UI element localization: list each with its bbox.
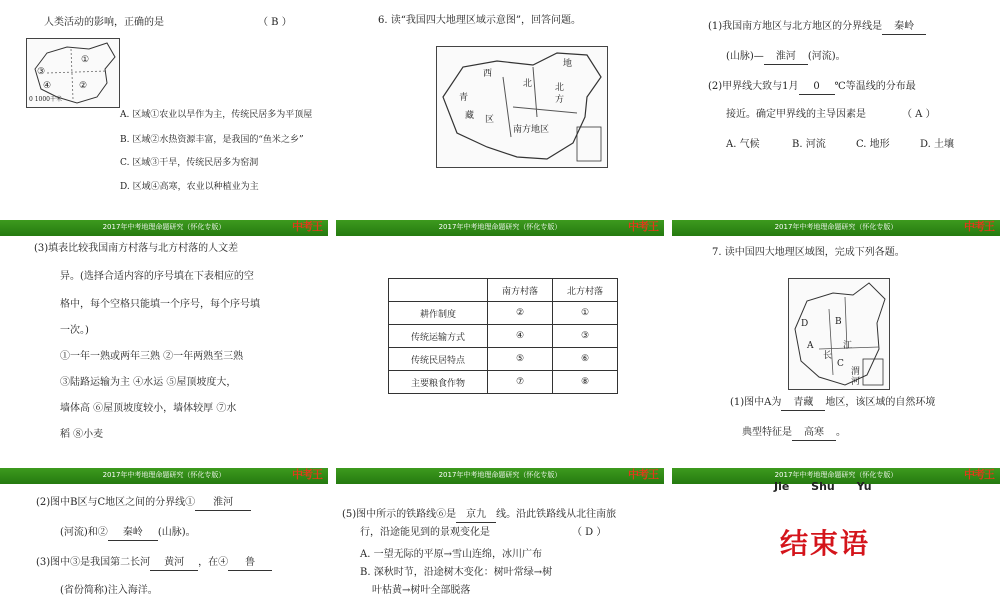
map-label-jiang: 江 [843, 341, 853, 351]
header-title: 2017年中考地理命题研究（怀化专版） [102, 223, 226, 231]
slide-1 [0, 0, 328, 215]
map-label-north-3: 地 [563, 59, 573, 69]
map-label-bei: 北 [523, 79, 533, 89]
option-b: B. 区域②水热资源丰富，是我国的“鱼米之乡” [120, 135, 304, 145]
q2-line1: (2)图中B区与C地区之间的分界线① 淮河 [36, 496, 251, 511]
q5-line2: 行，沿途能见到的景观变化是 （ D ） [360, 527, 607, 538]
text-line: ③陆路运输为主 ④水运 ⑤屋顶坡度大， [60, 377, 237, 388]
map-label-xi: 西 [483, 69, 493, 79]
map-label-b: B [835, 317, 842, 327]
table-cell: ③ [553, 325, 618, 348]
table-header-cell: 南方村落 [488, 279, 553, 302]
header-title: 2017年中考地理命题研究（怀化专版） [438, 471, 562, 479]
china-map [26, 38, 120, 108]
slide-5 [336, 220, 664, 460]
option-d: D. 区域④高寒，农业以种植业为主 [120, 182, 259, 192]
q2-line2: 接近。确定甲界线的主导因素是 （ A ） [726, 109, 936, 120]
map-num-1: ③ [37, 67, 46, 77]
region-map-outline-icon [437, 47, 607, 167]
text-line: ①一年一熟或两年三熟 ②一年两熟至三熟 [60, 351, 244, 362]
slide-2 [336, 0, 664, 215]
logo: 中考王 [964, 220, 994, 233]
q3-line1: (3)图中③是我国第二长河 黄河 ，在④ 鲁 [36, 556, 272, 571]
option-a: A. 区域①农业以旱作为主，传统民居多为平顶屋 [120, 110, 313, 120]
comparison-table [388, 278, 618, 394]
header-title: 2017年中考地理命题研究（怀化专版） [774, 223, 898, 231]
logo: 中考王 [964, 468, 994, 481]
slide-header [336, 468, 664, 484]
table-cell: 传统运输方式 [389, 325, 488, 348]
option-b: B. 深秋时节，沿途树木变化：树叶常绿→树 [360, 567, 553, 578]
map-label-qing: 青 [459, 93, 469, 103]
answer-blank: 淮河 [764, 50, 808, 65]
map-label-c: C [837, 359, 844, 369]
header-title: 2017年中考地理命题研究（怀化专版） [774, 471, 898, 479]
q1-line1: (1)我国南方地区与北方地区的分界线是 秦岭 [708, 20, 926, 35]
answer-blank: 秦岭 [108, 526, 158, 541]
table-row [389, 348, 618, 371]
answer-blank: 黄河 [150, 556, 198, 571]
table-cell: ② [488, 302, 553, 325]
table-header-cell: 北方村落 [553, 279, 618, 302]
option-b: B. 河流 [792, 139, 826, 150]
logo: 中考王 [292, 468, 322, 481]
map-label-qu: 区 [485, 115, 495, 125]
text-line: 稻 ⑧小麦 [60, 429, 104, 440]
q1-line2: 典型特征是 高寒 。 [742, 426, 846, 441]
map-label-north-1: 北 [555, 83, 565, 93]
answer-blank: 青藏 [781, 396, 825, 411]
table-row [389, 371, 618, 394]
table-header-cell [389, 279, 488, 302]
map-scale: 0 1000千米 [29, 96, 62, 103]
pinyin-title: Jie Shu Yu [774, 480, 872, 493]
slide-header [0, 468, 328, 484]
table-cell: 主要粮食作物 [389, 371, 488, 394]
text-line: 格中，每个空格只能填一个序号，每个序号填 [60, 299, 260, 310]
q1-line2: (山脉)— 淮河 (河流)。 [726, 50, 846, 65]
header-title: 2017年中考地理命题研究（怀化专版） [102, 471, 226, 479]
option-b-cont: 叶枯黄→树叶全部脱落 [372, 585, 471, 596]
option-a: A. 一望无际的平原→雪山连绵，冰川广布 [360, 549, 542, 560]
option-c: C. 区域③干旱，传统民居多为窑洞 [120, 158, 259, 168]
table-cell: ⑤ [488, 348, 553, 371]
table-cell: ⑦ [488, 371, 553, 394]
option-c: C. 地形 [856, 139, 890, 150]
answer-blank: 秦岭 [882, 20, 926, 35]
end-title: 结束语 [780, 527, 871, 560]
slide-header [336, 220, 664, 236]
table-cell: ⑥ [553, 348, 618, 371]
q1-line1: (1)图中A为 青藏 地区，该区域的自然环境 [730, 396, 935, 411]
map-num-4: ② [79, 81, 88, 91]
slide-header [672, 220, 1000, 236]
table-row [389, 302, 618, 325]
logo: 中考王 [628, 220, 658, 233]
q3-line2: (省份简称)注入海洋。 [60, 585, 158, 596]
region-map [788, 278, 890, 390]
answer-blank: 高寒 [792, 426, 836, 441]
map-label-south: 南方地区 [513, 125, 550, 135]
map-num-3: ④ [43, 81, 52, 91]
answer-blank: 淮河 [195, 496, 251, 511]
question-text: 人类活动的影响，正确的是 [44, 17, 164, 28]
table-cell: ① [553, 302, 618, 325]
question-text: 7. 读中国四大地理区域图，完成下列各题。 [712, 247, 905, 258]
slide-8 [336, 468, 664, 600]
text-line: 墙体高 ⑥屋顶坡度较小，墙体较厚 ⑦水 [60, 403, 237, 414]
map-label-a: A [807, 341, 814, 351]
slide-9 [672, 468, 1000, 600]
q2-line2: (河流)和② 秦岭 (山脉)。 [60, 526, 196, 541]
answer-blank: 鲁 [228, 556, 272, 571]
q2-line1: (2)甲界线大致与1月 0 ℃等温线的分布最 [708, 80, 916, 95]
slide-header [0, 220, 328, 236]
header-title: 2017年中考地理命题研究（怀化专版） [438, 223, 562, 231]
map-label-chang: 长 [823, 351, 833, 361]
answer-blank: 0 [799, 80, 835, 95]
slide-4 [0, 220, 328, 460]
slide-3 [672, 0, 1000, 215]
text-line: 一次。) [60, 325, 89, 336]
answer-choice: （ B ） [258, 17, 292, 28]
table-cell: ④ [488, 325, 553, 348]
table-cell: 传统民居特点 [389, 348, 488, 371]
q5-line1: (5)图中所示的铁路线⑥是 京九 线。沿此铁路线从北往南旅 [342, 508, 616, 523]
map-num-2: ① [81, 55, 90, 65]
text-line: (3)填表比较我国南方村落与北方村落的人文差 [34, 243, 239, 254]
map-label-wei: 渭 [851, 367, 861, 377]
table-header-row [389, 279, 618, 302]
question-text: 6. 读“我国四大地理区域示意图”，回答问题。 [378, 15, 581, 26]
region-map-outline-icon [789, 279, 889, 389]
slide-6 [672, 220, 1000, 460]
option-a: A. 气候 [726, 139, 760, 150]
map-label-north-2: 方 [555, 95, 565, 105]
answer-blank: 京九 [456, 508, 496, 523]
option-d: D. 土壤 [920, 139, 955, 150]
region-map [436, 46, 608, 168]
logo: 中考王 [292, 220, 322, 233]
logo: 中考王 [628, 468, 658, 481]
table-cell: 耕作制度 [389, 302, 488, 325]
table-cell: ⑧ [553, 371, 618, 394]
map-label-d: D [801, 319, 809, 329]
slide-7 [0, 468, 328, 600]
table-row [389, 325, 618, 348]
text-line: 异。(选择合适内容的序号填在下表相应的空 [60, 271, 254, 282]
map-label-he: 河 [851, 377, 861, 387]
map-label-zang: 藏 [465, 111, 475, 121]
